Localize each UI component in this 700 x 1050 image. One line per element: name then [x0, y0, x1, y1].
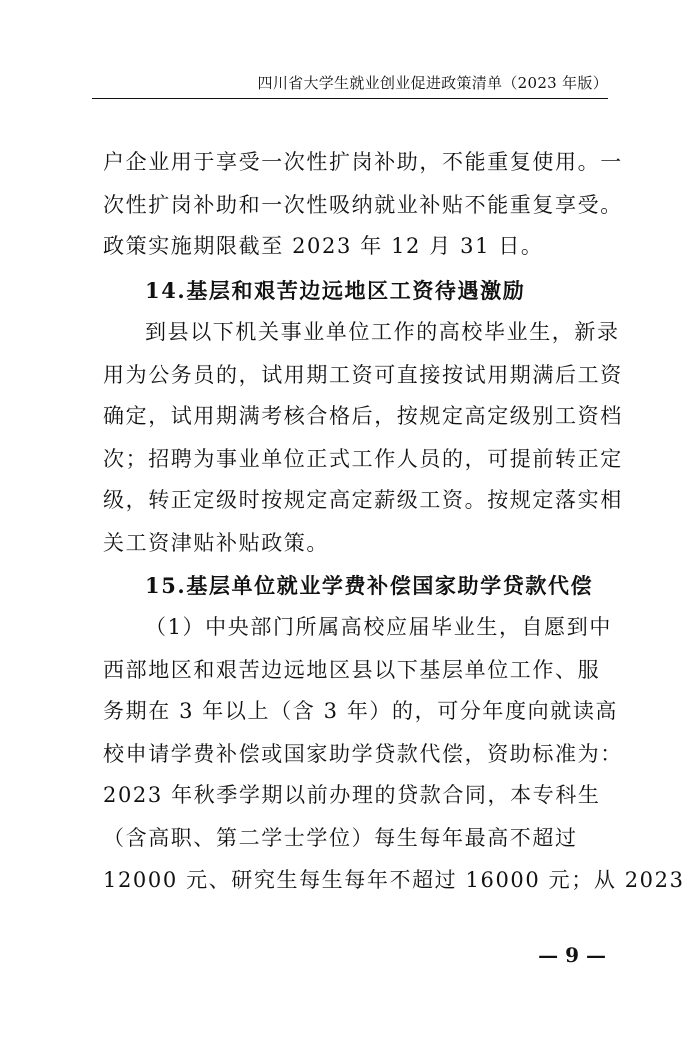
body-line: 次；招聘为事业单位正式工作人员的，可提前转正定: [103, 447, 623, 471]
body-line: 校申请学费补偿或国家助学贷款代偿，资助标准为：: [103, 742, 623, 766]
page-number: — 9 —: [538, 943, 606, 967]
body-line: 务期在 3 年以上（含 3 年）的，可分年度向就读高: [103, 699, 619, 723]
body-line: 到县以下机关事业单位工作的高校毕业生，新录: [145, 320, 620, 344]
body-line: （含高职、第二学士学位）每生每年最高不超过: [103, 826, 578, 850]
body-line: 政策实施期限截至 2023 年 12 月 31 日。: [103, 234, 544, 258]
body-line: 西部地区和艰苦边远地区县以下基层单位工作、服: [103, 658, 601, 682]
body-line: （1）中央部门所属高校应届毕业生，自愿到中: [145, 615, 612, 639]
running-header: 四川省大学生就业创业促进政策清单（2023 年版）: [257, 74, 608, 92]
body-line: 户企业用于享受一次性扩岗补助，不能重复使用。一: [103, 150, 623, 174]
body-line: 关工资津贴补贴政策。: [103, 531, 329, 555]
section-heading: 15.基层单位就业学费补偿国家助学贷款代偿: [145, 573, 594, 598]
body-line: 用为公务员的，试用期工资可直接按试用期满后工资: [103, 363, 623, 387]
body-line: 次性扩岗补助和一次性吸纳就业补贴不能重复享受。: [103, 193, 623, 217]
body-line: 级，转正定级时按规定高定薪级工资。按规定落实相: [103, 488, 623, 512]
header-rule: [92, 98, 608, 99]
section-heading: 14.基层和艰苦边远地区工资待遇激励: [145, 278, 526, 303]
body-line: 确定，试用期满考核合格后，按规定高定级别工资档: [103, 404, 623, 428]
body-line: 12000 元、研究生每生每年不超过 16000 元；从 2023: [103, 868, 685, 892]
body-line: 2023 年秋季学期以前办理的贷款合同，本专科生: [103, 783, 601, 807]
